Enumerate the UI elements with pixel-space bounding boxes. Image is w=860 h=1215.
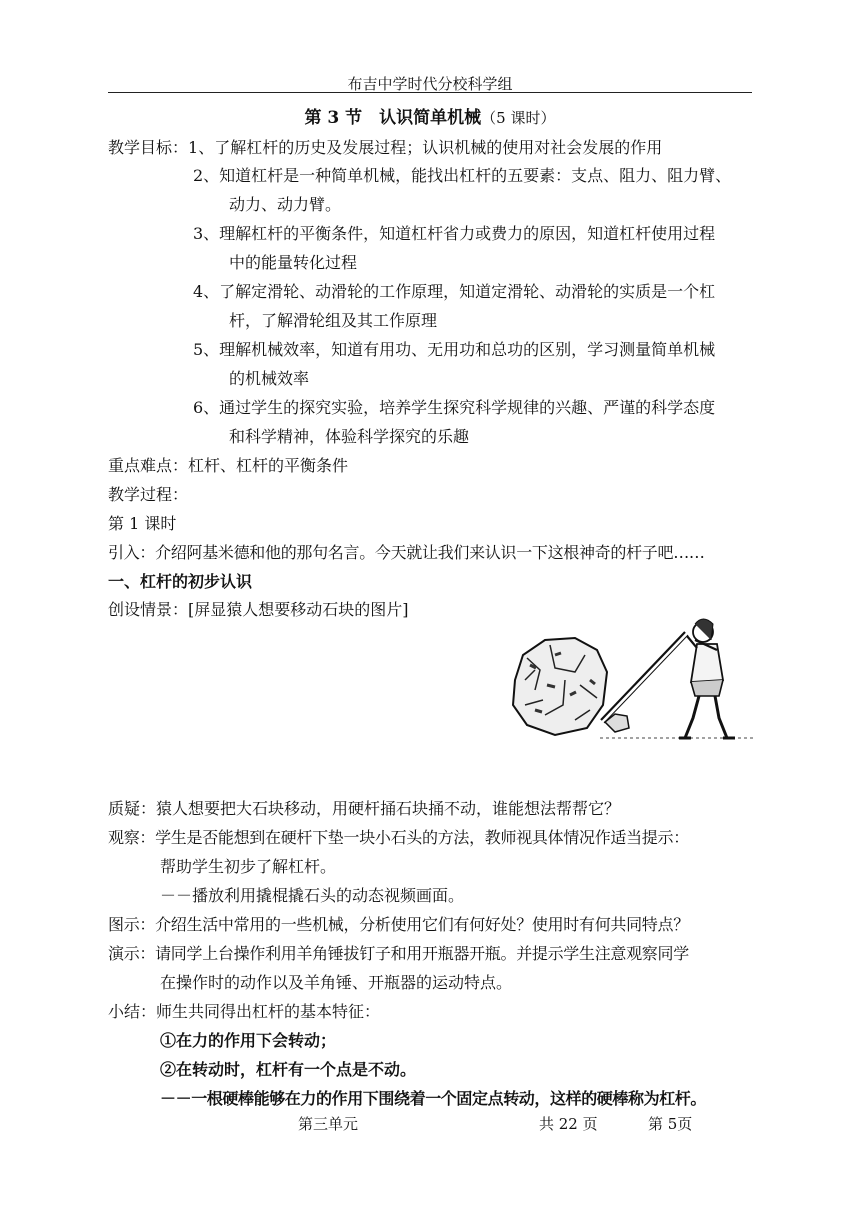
process-label: 教学过程： <box>108 485 189 504</box>
objectives-line-1 <box>108 135 662 158</box>
observe-line-3: －－播放利用撬棍撬石头的动态视频画面。 <box>160 886 465 905</box>
scenario-text: 创设情景：[屏显猿人想要移动石块的图片] <box>108 600 409 619</box>
lesson-label: 第 1 课时 <box>108 514 177 533</box>
question-text: 质疑：猿人想要把大石块移动，用硬杆捅石块捅不动，谁能想法帮帮它？ <box>108 799 621 818</box>
objective-item: 1、了解杠杆的历史及发展过程；认识机械的使用对社会发展的作用 <box>188 138 663 157</box>
intro-text: 引入：介绍阿基米德和他的那句名言。今天就让我们来认识一下这根神奇的杆子吧…… <box>108 543 705 562</box>
objective-item: 6、通过学生的探究实验，培养学生探究科学规律的兴趣、严谨的科学态度 <box>193 398 716 417</box>
section-title-main: 第 3 节 认识简单机械 <box>304 108 482 128</box>
section-heading: 一、杠杆的初步认识 <box>108 572 253 591</box>
demo-line-1: 演示：请同学上台操作利用羊角锤拔钉子和用开瓶器开瓶。并提示学生注意观察同学 <box>108 944 689 963</box>
section-title <box>0 103 860 128</box>
objective-item: 杆，了解滑轮组及其工作原理 <box>229 311 438 330</box>
objective-item: 2、知道杠杆是一种简单机械，能找出杠杆的五要素：支点、阻力、阻力臂、 <box>193 166 732 185</box>
objective-item: 和科学精神，体验科学探究的乐趣 <box>229 427 470 446</box>
footer-total-pages: 共 22 页 <box>539 1115 598 1133</box>
objective-item: 动力、动力臂。 <box>229 195 342 214</box>
lever-definition: －－一根硬棒能够在力的作用下围绕着一个固定点转动，这样的硬棒称为杠杆。 <box>160 1089 707 1108</box>
footer-page-number: 第 5页 <box>648 1115 693 1133</box>
observe-line-1: 观察：学生是否能想到在硬杆下垫一块小石头的方法，教师视具体情况作适当提示： <box>108 828 689 847</box>
key-points: 重点难点：杠杆、杠杆的平衡条件 <box>108 456 349 475</box>
observe-line-2: 帮助学生初步了解杠杆。 <box>160 857 337 876</box>
header-rule <box>108 92 752 93</box>
diagram-text: 图示：介绍生活中常用的一些机械，分析使用它们有何好处？使用时有何共同特点？ <box>108 915 689 934</box>
demo-line-2: 在操作时的动作以及羊角锤、开瓶器的运动特点。 <box>160 973 513 992</box>
summary-point-2: ②在转动时，杠杆有一个点是不动。 <box>160 1060 417 1079</box>
summary-label: 小结：师生共同得出杠杆的基本特征： <box>108 1002 381 1021</box>
caveman-lever-illustration <box>505 610 755 760</box>
objective-item: 3、理解杠杆的平衡条件，知道杠杆省力或费力的原因，知道杠杆使用过程 <box>193 224 716 243</box>
objective-item: 5、理解机械效率，知道有用功、无用功和总功的区别，学习测量简单机械 <box>193 340 716 359</box>
objective-item: 中的能量转化过程 <box>229 253 358 272</box>
footer-unit: 第三单元 <box>298 1115 359 1133</box>
objective-item: 的机械效率 <box>229 369 310 388</box>
page-header: 布吉中学时代分校科学组 <box>347 75 513 93</box>
section-title-sub: （5 课时） <box>481 109 556 127</box>
summary-point-1: ①在力的作用下会转动； <box>160 1031 337 1050</box>
objective-item: 4、了解定滑轮、动滑轮的工作原理，知道定滑轮、动滑轮的实质是一个杠 <box>193 282 716 301</box>
objectives-label: 教学目标： <box>108 138 189 157</box>
